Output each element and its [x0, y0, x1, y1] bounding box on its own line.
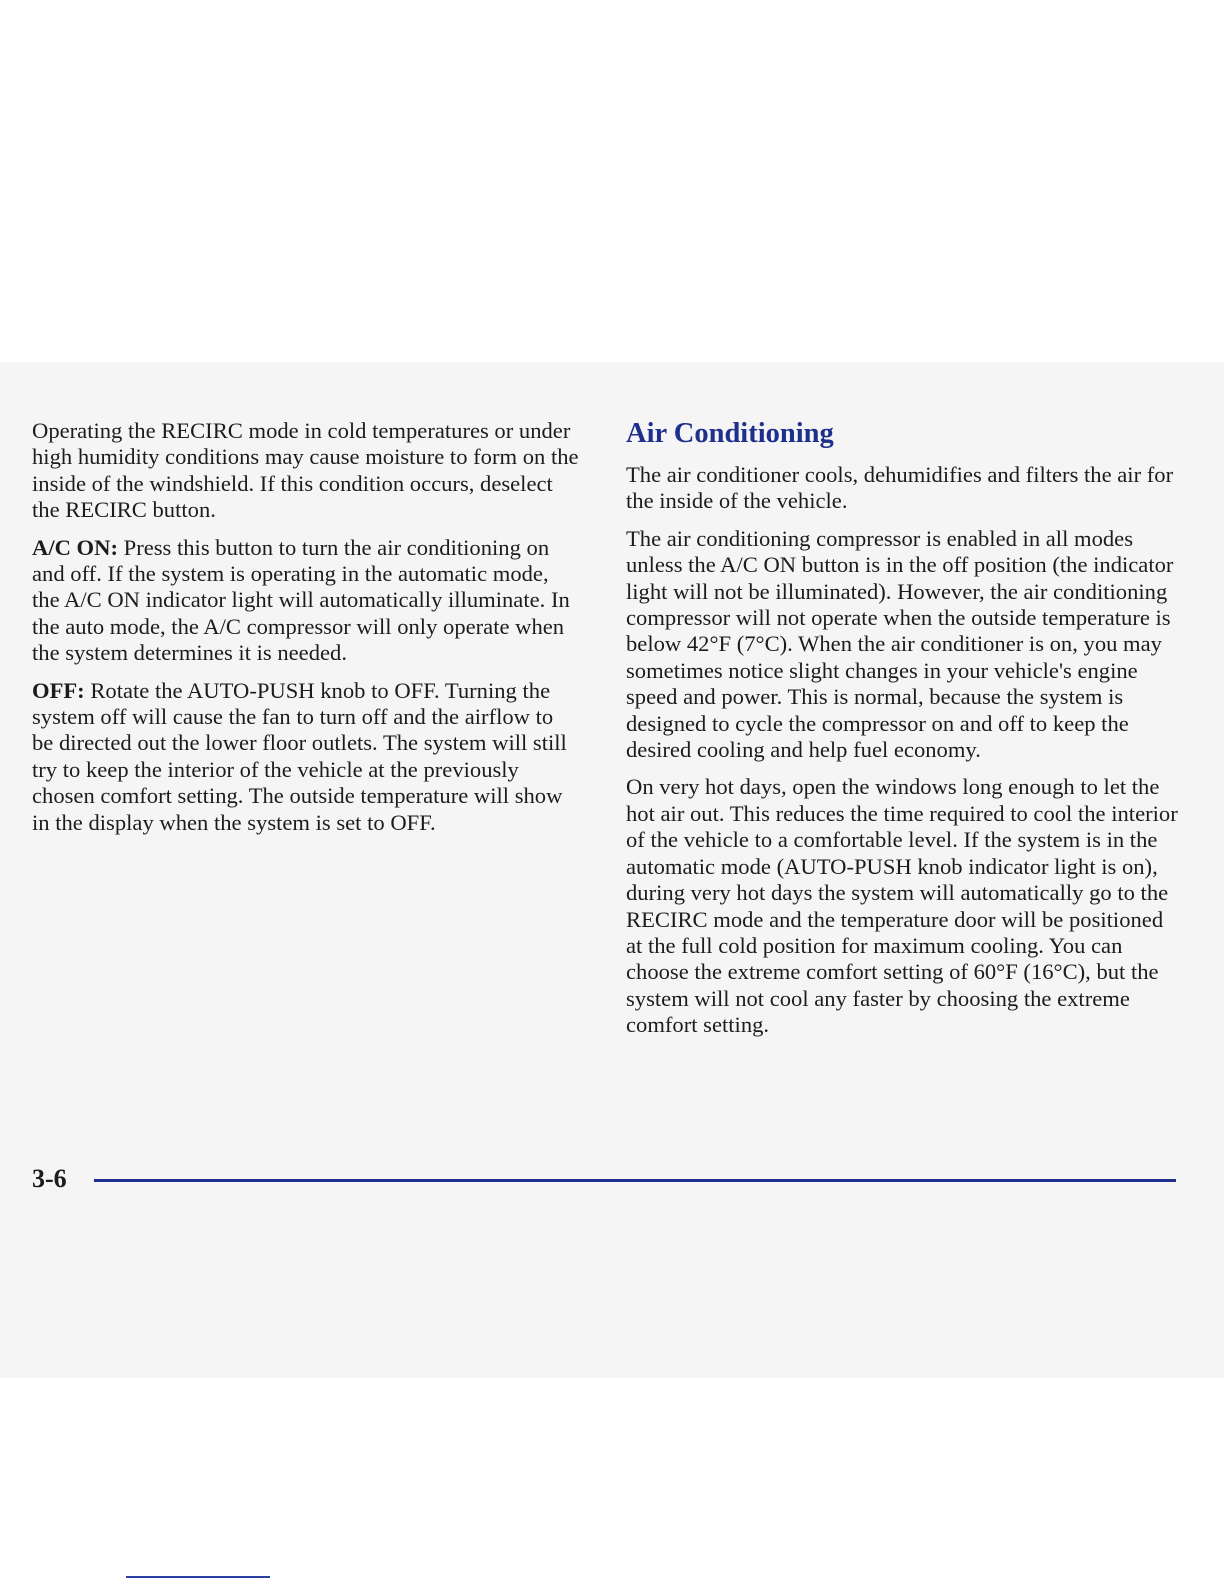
off-text: Rotate the AUTO-PUSH knob to OFF. Turning the system off will cause the fan to turn off and the airflow to be directed out the lower floor outlets. The system will still try to keep the interior of the vehicle at the previously chosen comfort setting. The outside temperature will show in the display when the system is set to OFF.: [32, 677, 567, 835]
ac-intro-paragraph: The air conditioner cools, dehumidifies and filters the air for the inside of the vehicle.: [626, 462, 1174, 514]
ac-on-text: Press this button to turn the air conditioning on and off. If the system is operating in the automatic mode, the A/C ON indicator light will automatically illuminate. In the auto mode, the A/C compressor will only operate when the system determines it is needed.: [32, 534, 570, 666]
ac-on-lead: A/C ON:: [32, 534, 118, 560]
page-number: 3-6: [32, 1164, 67, 1193]
ac-hot-days-paragraph: On very hot days, open the windows long enough to let the hot air out. This reduces the time required to cool the interior of the vehicle to a comfortable level. If the system is in the automatic mode (AUTO-PUSH knob indicator light is on), during very hot days the system will automatically go to the RECIRC mode and the temperature door will be positioned at the full cold position for maximum cooling. You can choose the extreme comfort setting of 60°F (16°C), but the system will not cool any faster by choosing the extreme comfort setting.: [626, 774, 1178, 1038]
ac-on-paragraph: [32, 535, 580, 667]
section-heading-air-conditioning: Air Conditioning: [626, 418, 834, 449]
off-lead: OFF:: [32, 677, 85, 703]
right-column: [626, 418, 1182, 1050]
off-paragraph: [32, 678, 580, 836]
left-column: [32, 418, 580, 847]
bottom-link-underline[interactable]: [126, 1576, 270, 1578]
footer-rule: [94, 1179, 1176, 1182]
recirc-paragraph: Operating the RECIRC mode in cold temperatures or under high humidity conditions may cause moisture to form on the inside of the windshield. If this condition occurs, deselect the RECIRC button.: [32, 418, 579, 523]
ac-compressor-paragraph: The air conditioning compressor is enabled in all modes unless the A/C ON button is in the off position (the indicator light will not be illuminated). However, the air conditioning compressor will not operate when the outside temperature is below 42°F (7°C). When the air conditioner is on, you may sometimes notice slight changes in your vehicle's engine speed and power. This is normal, because the system is designed to cycle the compressor on and off to keep the desired cooling and help fuel economy.: [626, 525, 1174, 763]
